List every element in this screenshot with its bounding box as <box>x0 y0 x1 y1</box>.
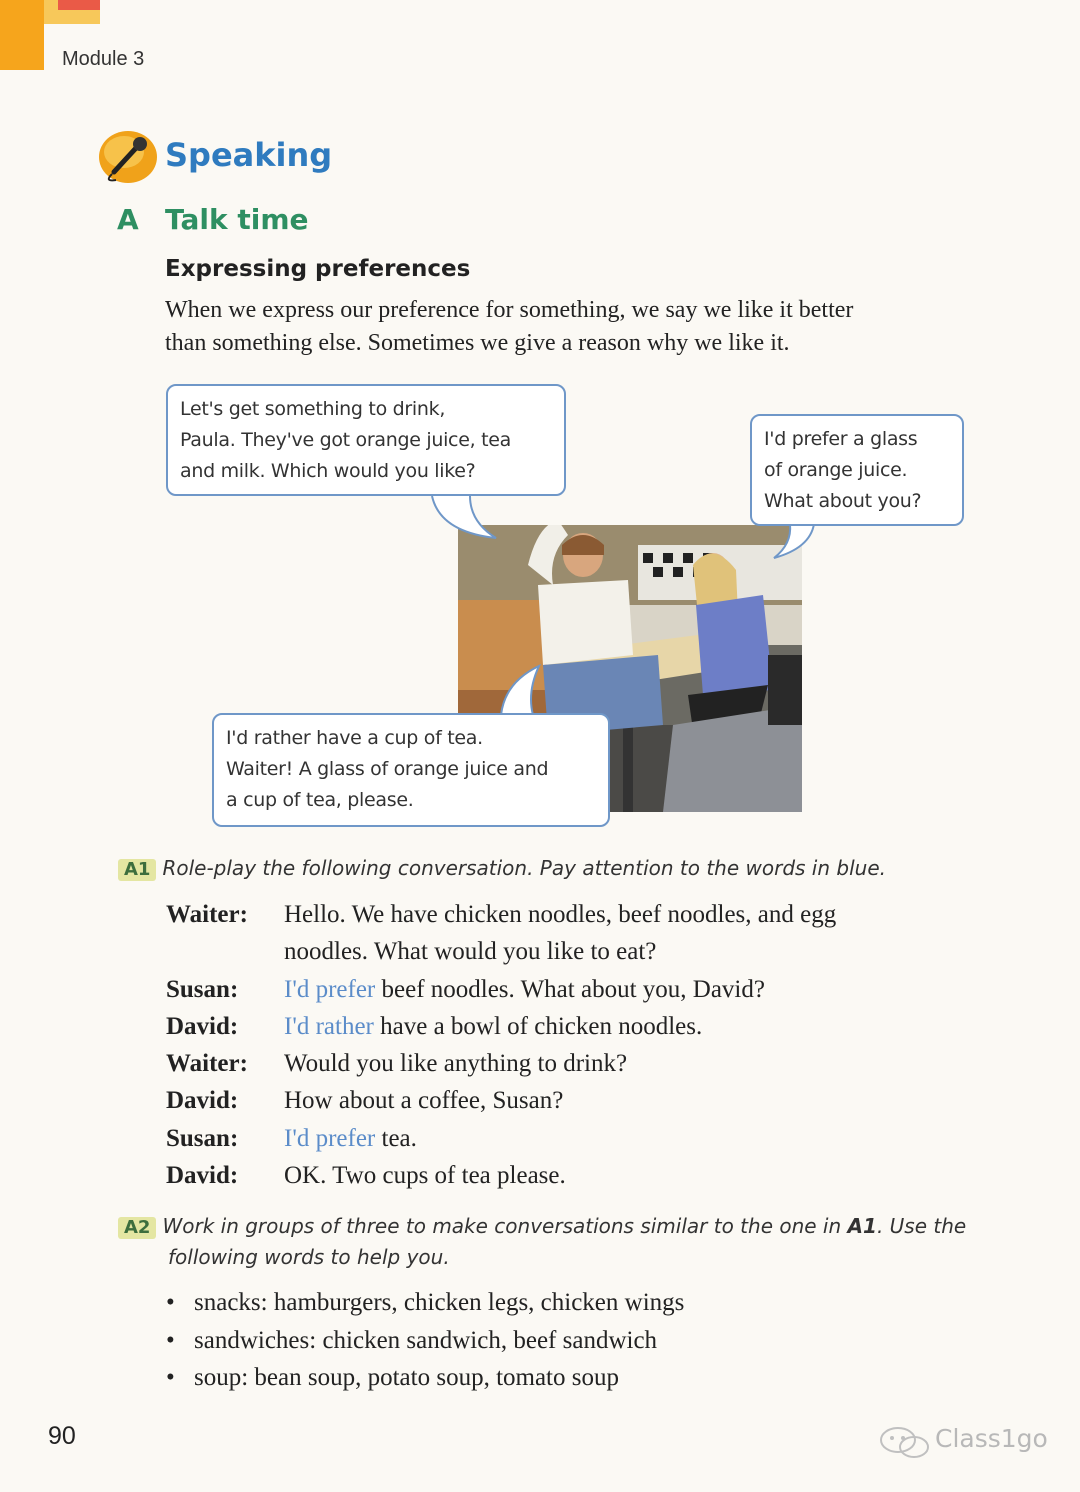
bullet-icon: • <box>166 1326 175 1354</box>
line-body: OK. Two cups of tea please. <box>284 1162 566 1190</box>
dialogue-line <box>166 1120 986 1157</box>
speech-bubble-david <box>166 384 566 496</box>
bubble-tail <box>430 492 500 542</box>
bubble-line: I'd prefer a glass <box>764 428 918 450</box>
dialogue <box>166 896 986 1194</box>
speaker: David: <box>166 1162 239 1190</box>
exercise-badge: A2 <box>118 1217 156 1239</box>
instruction-text: Work in groups of three to make conversations similar to the one in <box>162 1214 848 1238</box>
speaker: David: <box>166 1087 239 1115</box>
bubble-line: of orange juice. <box>764 459 908 481</box>
corner-decoration-red <box>58 0 100 10</box>
blue-phrase: I'd rather <box>284 1012 374 1040</box>
bubble-line: a cup of tea, please. <box>226 789 414 811</box>
line-body: beef noodles. What about you, David? <box>375 975 765 1003</box>
line-text <box>284 896 986 933</box>
line-body: Would you like anything to drink? <box>284 1050 628 1078</box>
line-body: tea. <box>375 1124 417 1152</box>
speaker: David: <box>166 1012 239 1040</box>
exercise-a1-instruction <box>118 853 886 884</box>
intro-line: than something else. Sometimes we give a reason why we like it. <box>165 330 790 356</box>
bubble-line: and milk. Which would you like? <box>180 460 476 482</box>
line-body: noodles. What would you like to eat? <box>284 938 657 966</box>
speech-bubble-reply <box>212 713 610 827</box>
bubble-line: What about you? <box>764 490 922 512</box>
instruction-text: Role-play the following conversation. Pay attention to the words in blue. <box>162 856 886 880</box>
corner-decoration-orange <box>0 0 44 70</box>
list-item <box>166 1284 684 1322</box>
bullet-icon: • <box>166 1289 175 1316</box>
blue-phrase: I'd prefer <box>284 1124 376 1152</box>
instruction-text: following words to help you. <box>168 1245 450 1269</box>
line-text <box>284 1120 986 1157</box>
speaker <box>166 933 284 970</box>
focus-title: Expressing preferences <box>165 256 471 282</box>
wechat-icon <box>878 1426 934 1460</box>
line-body: How about a coffee, Susan? <box>284 1087 564 1115</box>
dialogue-line <box>166 896 986 933</box>
exercise-reference: A1 <box>847 1214 877 1238</box>
speech-bubble-paula <box>750 414 964 526</box>
intro-line: When we express our preference for something, we say we like it better <box>165 297 854 323</box>
instruction-text: . Use the <box>876 1214 967 1238</box>
dialogue-line <box>166 1157 986 1194</box>
exercise-badge: A1 <box>118 859 156 881</box>
blue-phrase: I'd prefer <box>284 975 376 1003</box>
bubble-line: Paula. They've got orange juice, tea <box>180 429 511 451</box>
module-label: Module 3 <box>62 48 145 70</box>
list-item-text: soup: bean soup, potato soup, tomato soup <box>194 1364 619 1391</box>
dialogue-line <box>166 1082 986 1119</box>
intro-paragraph <box>165 294 1045 360</box>
line-text <box>284 971 986 1008</box>
section-title: Speaking <box>165 136 333 174</box>
line-text <box>284 1082 986 1119</box>
list-item-text: snacks: hamburgers, chicken legs, chicken wings <box>194 1289 685 1316</box>
line-body: Hello. We have chicken noodles, beef noodles, and egg <box>284 901 837 928</box>
speaker: Waiter: <box>166 1050 248 1078</box>
dialogue-line <box>166 933 986 970</box>
speaker: Waiter: <box>166 901 248 928</box>
list-item-text: sandwiches: chicken sandwich, beef sandwich <box>194 1326 658 1354</box>
line-text <box>284 1045 986 1082</box>
list-item <box>166 1359 684 1397</box>
bubble-line: I'd rather have a cup of tea. <box>226 727 483 749</box>
bubble-tail <box>495 662 545 717</box>
exercise-a2-instruction <box>118 1211 1028 1273</box>
bubble-line: Let's get something to drink, <box>180 398 446 420</box>
bubble-tail <box>770 522 830 562</box>
line-text <box>284 1157 986 1194</box>
speaker: Susan: <box>166 975 239 1003</box>
bubble-line: Waiter! A glass of orange juice and <box>226 758 549 780</box>
page-number: 90 <box>48 1422 76 1450</box>
subsection-title: Talk time <box>165 203 309 236</box>
dialogue-line <box>166 1008 986 1045</box>
bullet-icon: • <box>166 1364 175 1391</box>
dialogue-line <box>166 1045 986 1082</box>
subsection-letter: A <box>117 203 139 236</box>
line-text <box>284 933 986 970</box>
microphone-icon <box>98 128 158 184</box>
line-text <box>284 1008 986 1045</box>
watermark-text: Class1go <box>935 1424 1048 1453</box>
list-item <box>166 1322 684 1360</box>
dialogue-line <box>166 971 986 1008</box>
speaker: Susan: <box>166 1124 239 1152</box>
word-list <box>166 1284 684 1397</box>
line-body: have a bowl of chicken noodles. <box>373 1012 703 1040</box>
